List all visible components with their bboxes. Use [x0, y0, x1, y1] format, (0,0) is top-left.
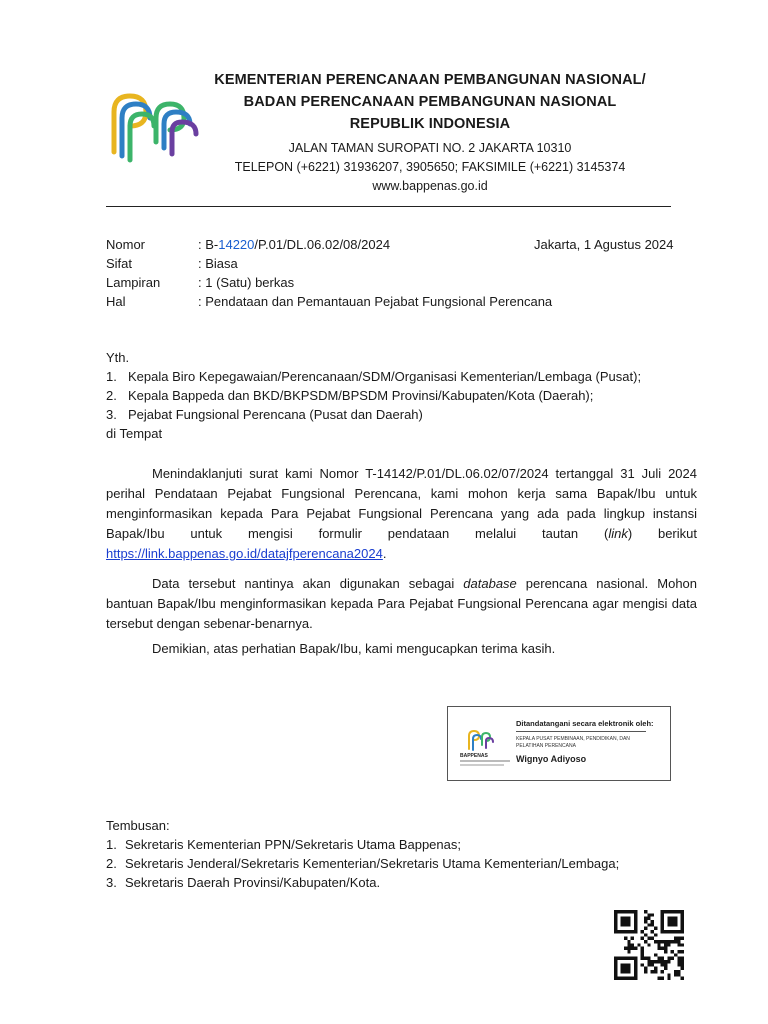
tembusan-block [106, 816, 706, 892]
nomor-number: 14220 [218, 237, 255, 252]
header-divider [106, 206, 671, 207]
nomor-value [198, 235, 390, 254]
recipients-block [106, 348, 706, 443]
hal-value: : Pendataan dan Pemantauan Pejabat Fungsional Perencana [198, 294, 553, 309]
header-ministry-line2: BADAN PERENCANAAN PEMBANGUNAN NASIONAL [243, 94, 617, 110]
signature-position: KEPALA PUSAT PEMBINAAN, PENDIDIKAN, DAN PELATIHAN PERENCANA [516, 736, 630, 749]
letter-date: Jakarta, 1 Agustus 2024 [534, 237, 674, 252]
qr-code-icon [614, 910, 684, 980]
recipients-yth: Yth. [106, 350, 130, 365]
signature-logo-text: BAPPENAS [460, 753, 488, 759]
signature-name: Wignyo Adiyoso [516, 754, 587, 764]
nomor-suffix: /P.01/DL.06.02/08/2024 [254, 237, 391, 252]
bappenas-logo-icon [106, 82, 206, 164]
signature-heading: Ditandatangani secara elektronik oleh: [516, 719, 654, 728]
sifat-label: Sifat [106, 256, 133, 271]
hal-label: Hal [106, 294, 126, 309]
bappenas-small-logo-icon [466, 727, 496, 751]
lampiran-label: Lampiran [106, 275, 161, 290]
lampiran-value: : 1 (Satu) berkas [198, 275, 295, 290]
list-item: 2. Sekretaris Jenderal/Sekretaris Kementerian/Sekretaris Utama Kementerian/Lembaga; [106, 856, 620, 871]
form-link[interactable]: https://link.bappenas.go.id/datajfperencana2024 [106, 546, 383, 561]
tembusan-title: Tembusan: [106, 818, 170, 833]
electronic-signature-box [447, 706, 671, 781]
header-phone: TELEPON (+6221) 31936207, 3905650; FAKSIMILE (+6221) 3145374 [234, 160, 626, 174]
sifat-value: : Biasa [198, 256, 238, 271]
nomor-prefix: : B- [198, 237, 219, 252]
header-ministry-line1: KEMENTERIAN PERENCANAAN PEMBANGUNAN NASIONAL/ [214, 72, 646, 88]
list-item: 1. Sekretaris Kementerian PPN/Sekretaris Utama Bappenas; [106, 837, 461, 852]
body-paragraph-3: Demikian, atas perhatian Bapak/Ibu, kami mengucapkan terima kasih. [152, 641, 556, 656]
header-ministry-line3: REPUBLIK INDONESIA [349, 116, 511, 132]
logo-caption-line [460, 764, 504, 766]
header-address: JALAN TAMAN SUROPATI NO. 2 JAKARTA 10310 [288, 141, 572, 155]
header-website: www.bappenas.go.id [372, 179, 488, 193]
list-item: 1. Kepala Biro Kepegawaian/Perencanaan/SDM/Organisasi Kementerian/Lembaga (Pusat); [106, 369, 642, 384]
list-item: 2. Kepala Bappeda dan BKD/BKPSDM/BPSDM Provinsi/Kabupaten/Kota (Daerah); [106, 388, 594, 403]
signature-rule [516, 731, 646, 732]
list-item: 3. Pejabat Fungsional Perencana (Pusat dan Daerah) [106, 407, 423, 422]
body-paragraph-1: Menindaklanjuti surat kami Nomor T-14142/P.01/DL.06.02/07/2024 tertanggal 31 Juli 2024 perihal Pendataan Pejabat Fungsional Perencana, kami mohon kerja sama Bapak/Ibu untuk menginformasikan kepada Para Pejabat Fungsional Perencana yang ada pada lingkup instansi Bapak/Ibu untuk mengisi formulir pendataan melalui tautan (link) berikut https://link.bappenas.go.id/datajfperencana2024. [106, 466, 697, 561]
letter-meta [106, 235, 706, 315]
body-paragraph-2: Data tersebut nantinya akan digunakan sebagai database perencana nasional. Mohon bantuan Bapak/Ibu menginformasikan kepada Para Pejabat Fungsional Perencana agar mengisi data tersebut dengan sebenar-benarnya. [106, 576, 698, 631]
nomor-label: Nomor [106, 237, 146, 252]
recipients-place: di Tempat [106, 426, 163, 441]
logo-caption-line [460, 760, 510, 762]
list-item: 3. Sekretaris Daerah Provinsi/Kabupaten/Kota. [106, 875, 381, 890]
